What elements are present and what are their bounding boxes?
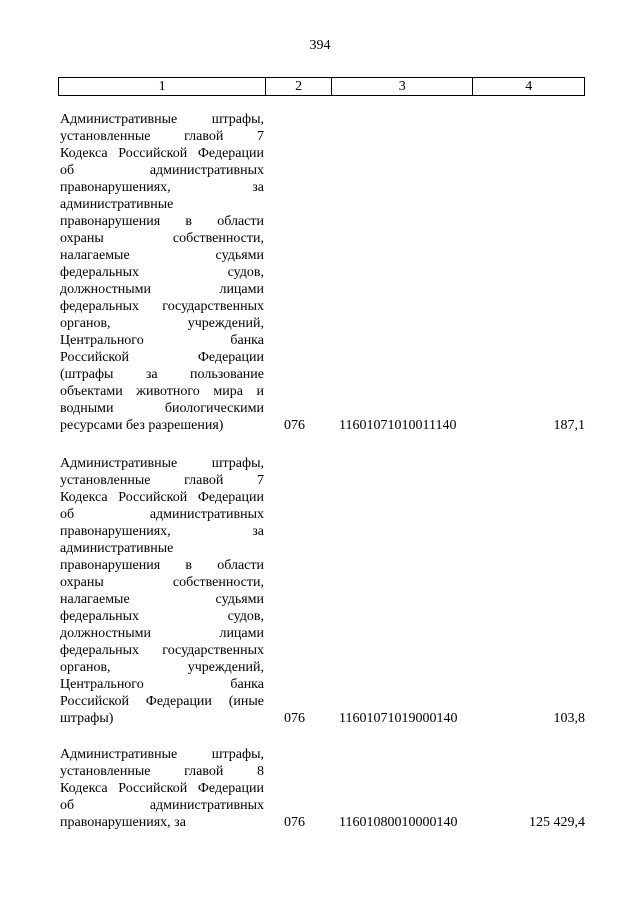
description-line: правонарушениях, за	[60, 524, 264, 539]
description-line: федеральных государственных	[60, 643, 264, 658]
description-line: Административные штрафы,	[60, 456, 264, 471]
description-line: Центрального банка	[60, 677, 264, 692]
row-description	[60, 746, 264, 831]
description-line: охраны собственности,	[60, 575, 264, 590]
description-line: (штрафы за пользование	[60, 367, 264, 382]
description-line: Кодекса Российской Федерации	[60, 146, 264, 161]
description-line: Российской Федерации	[60, 350, 264, 365]
description-line: правонарушения в области	[60, 214, 264, 229]
description-line: Кодекса Российской Федерации	[60, 490, 264, 505]
description-line: правонарушениях, за	[60, 815, 186, 830]
description-line: правонарушения в области	[60, 558, 264, 573]
description-line: Административные штрафы,	[60, 112, 264, 127]
row-code: 076	[284, 418, 305, 433]
description-line: водными биологическими	[60, 401, 264, 416]
description-line: федеральных судов,	[60, 609, 264, 624]
description-line: Российской Федерации (иные	[60, 694, 264, 709]
row-kbk: 11601071019000140	[339, 711, 458, 726]
row-description	[60, 455, 264, 727]
row-amount: 125 429,4	[529, 815, 585, 830]
description-line: Центрального банка	[60, 333, 264, 348]
description-line: установленные главой 7	[60, 129, 264, 144]
description-line: административные	[60, 541, 174, 556]
description-line: об административных	[60, 798, 264, 813]
description-line: штрафы)	[60, 711, 114, 726]
description-line: установленные главой 8	[60, 764, 264, 779]
description-line: должностными лицами	[60, 626, 264, 641]
page-number: 394	[309, 38, 331, 53]
description-line: федеральных государственных	[60, 299, 264, 314]
row-description	[60, 111, 264, 434]
description-line: об административных	[60, 507, 264, 522]
description-line: Кодекса Российской Федерации	[60, 781, 264, 796]
description-line: органов, учреждений,	[60, 660, 264, 675]
description-line: федеральных судов,	[60, 265, 264, 280]
description-line: объектами животного мира и	[60, 384, 264, 399]
description-line: ресурсами без разрешения)	[60, 418, 224, 433]
row-amount: 103,8	[553, 711, 585, 726]
description-line: Административные штрафы,	[60, 747, 264, 762]
column-header-2: 2	[266, 78, 332, 95]
row-kbk: 11601080010000140	[339, 815, 458, 830]
description-line: охраны собственности,	[60, 231, 264, 246]
description-line: налагаемые судьями	[60, 248, 264, 263]
description-line: налагаемые судьями	[60, 592, 264, 607]
row-kbk: 11601071010011140	[339, 418, 457, 433]
row-amount: 187,1	[553, 418, 585, 433]
table-header	[58, 77, 585, 96]
description-line: об административных	[60, 163, 264, 178]
column-header-4: 4	[525, 78, 533, 94]
row-code: 076	[284, 815, 305, 830]
description-line: должностными лицами	[60, 282, 264, 297]
row-code: 076	[284, 711, 305, 726]
description-line: органов, учреждений,	[60, 316, 264, 331]
description-line: установленные главой 7	[60, 473, 264, 488]
column-header-3: 3	[332, 78, 473, 95]
description-line: административные	[60, 197, 174, 212]
column-header-1: 1	[59, 78, 266, 95]
description-line: правонарушениях, за	[60, 180, 264, 195]
